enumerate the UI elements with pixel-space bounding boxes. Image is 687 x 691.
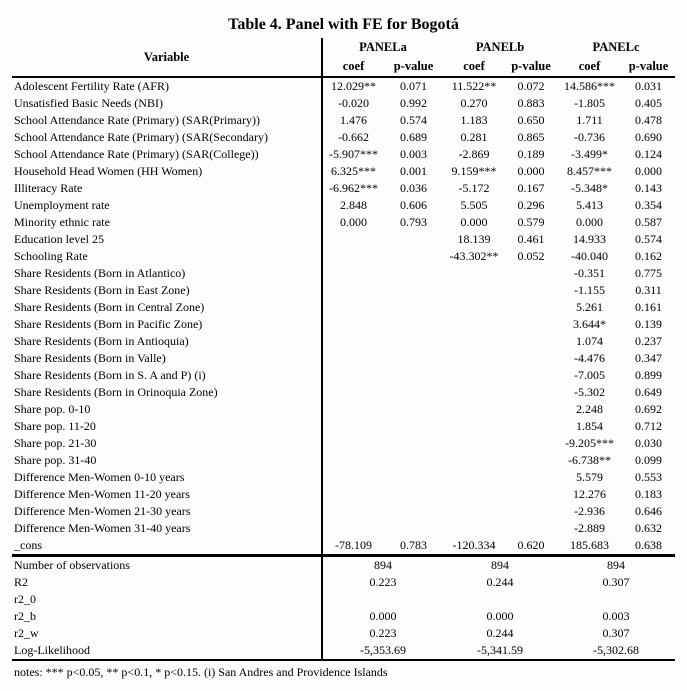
summary-value-cell: 0.307	[602, 626, 630, 640]
table-row	[12, 384, 675, 401]
coef-cell: -3.499*	[571, 147, 609, 161]
panel-c-header: PANELc	[592, 40, 640, 54]
summary-value-cell	[557, 591, 675, 608]
coef-cell	[322, 435, 384, 452]
coef-cell: -0.662	[322, 129, 384, 146]
coef-cell: -43.302**	[449, 249, 499, 263]
p-value-cell: 0.793	[400, 215, 427, 229]
summary-row	[12, 591, 675, 608]
coef-cell	[322, 486, 384, 503]
coef-cell	[322, 282, 384, 299]
p-value-cell	[505, 299, 557, 316]
coef-cell: 1.711	[576, 113, 603, 127]
p-value-cell	[384, 435, 443, 452]
coef-cell	[443, 401, 505, 418]
variable-label: Schooling Rate	[14, 249, 88, 263]
summary-value-cell	[322, 591, 443, 608]
p-value-cell: 0.606	[400, 198, 427, 212]
variable-label: Share Residents (Born in Antioquia)	[14, 334, 189, 348]
summary-label: Number of observations	[12, 556, 322, 575]
p-value-cell	[384, 367, 443, 384]
coef-cell	[443, 435, 505, 452]
variable-label: Share Residents (Born in Central Zone)	[14, 300, 205, 314]
variable-label: Difference Men-Women 11-20 years	[14, 487, 190, 501]
coef-cell: -78.109	[322, 537, 384, 556]
coef-cell: -5.907***	[322, 146, 384, 163]
coef-header: coef	[443, 57, 505, 77]
p-value-cell: 0.237	[635, 334, 663, 348]
table-row	[12, 299, 675, 316]
table-row	[12, 469, 675, 486]
p-value-cell: 0.072	[517, 79, 545, 93]
summary-label: r2_w	[14, 626, 39, 640]
coef-cell: -9.205***	[565, 436, 615, 450]
table-row	[12, 537, 675, 556]
table-row	[12, 418, 675, 435]
p-value-cell	[384, 316, 443, 333]
p-value-cell	[505, 350, 557, 367]
table-notes: notes: *** p<0.05, ** p<0.1, * p<0.15. (i) San Andres and Providence Islands	[14, 665, 388, 679]
summary-value-cell: 0.307	[602, 575, 630, 589]
p-value-cell	[384, 452, 443, 469]
coef-cell: 14.933	[573, 232, 607, 246]
table-row	[12, 520, 675, 537]
coef-cell	[443, 418, 505, 435]
p-value-cell	[384, 350, 443, 367]
table-row	[12, 180, 675, 197]
p-value-cell: 0.649	[635, 385, 663, 399]
p-value-header: p-value	[384, 57, 443, 77]
coef-cell: -6.738**	[568, 453, 612, 467]
coef-cell: -0.351	[574, 266, 606, 280]
p-value-cell: 0.031	[635, 79, 663, 93]
summary-value-cell: 0.000	[322, 608, 443, 625]
p-value-cell: 0.189	[517, 147, 545, 161]
p-value-cell: 0.124	[635, 147, 663, 161]
coef-cell: 18.139	[457, 232, 491, 246]
variable-label: Difference Men-Women 0-10 years	[14, 470, 185, 484]
coef-cell	[443, 469, 505, 486]
summary-row	[12, 574, 675, 591]
table-row	[12, 350, 675, 367]
p-value-cell: 0.139	[635, 317, 663, 331]
coef-cell	[322, 503, 384, 520]
p-value-cell	[505, 265, 557, 282]
table-row	[12, 333, 675, 350]
table-row	[12, 367, 675, 384]
p-value-cell	[384, 299, 443, 316]
coef-cell: 1.183	[460, 113, 488, 127]
summary-label: r2_b	[14, 609, 36, 623]
coef-cell: -2.869	[458, 147, 490, 161]
coef-cell: 2.248	[576, 402, 604, 416]
coef-cell: 1.074	[576, 334, 604, 348]
panel-a-header: PANELa	[322, 38, 443, 57]
p-value-cell	[505, 469, 557, 486]
table-row	[12, 146, 675, 163]
p-value-cell: 0.001	[400, 164, 427, 178]
summary-value-cell: -5,353.69	[322, 642, 443, 660]
p-value-cell	[505, 452, 557, 469]
p-value-cell	[505, 503, 557, 520]
p-value-cell: 0.167	[517, 181, 545, 195]
p-value-cell	[505, 316, 557, 333]
coef-cell: 6.325***	[322, 163, 384, 180]
p-value-cell	[384, 231, 443, 248]
p-value-cell: 0.405	[635, 96, 663, 110]
p-value-header: p-value	[622, 57, 675, 77]
coef-cell: 0.270	[460, 96, 488, 110]
coef-cell: -2.936	[574, 504, 606, 518]
coef-cell	[322, 520, 384, 537]
table-row	[12, 197, 675, 214]
variable-label: Share Residents (Born in Pacific Zone)	[14, 317, 203, 331]
p-value-cell: 0.311	[635, 283, 662, 297]
coef-cell: -5.348*	[571, 181, 609, 195]
coef-cell: -5.302	[574, 385, 606, 399]
p-value-cell: 0.865	[517, 130, 545, 144]
coef-cell	[443, 316, 505, 333]
summary-label: Log-Likelihood	[12, 642, 322, 660]
coef-cell: 12.029**	[322, 77, 384, 95]
table-row	[12, 265, 675, 282]
p-value-cell: 0.099	[635, 453, 663, 467]
p-value-cell: 0.036	[400, 181, 427, 195]
summary-label: R2	[14, 575, 29, 589]
p-value-cell: 0.692	[635, 402, 663, 416]
coef-cell: 9.159***	[451, 164, 497, 178]
coef-cell	[443, 282, 505, 299]
table-row	[12, 77, 675, 95]
coef-cell	[322, 401, 384, 418]
variable-label: Adolescent Fertility Rate (AFR)	[14, 79, 169, 93]
coef-cell: 5.579	[576, 470, 604, 484]
coef-cell	[322, 333, 384, 350]
summary-rows	[12, 556, 675, 661]
coef-cell: -120.334	[452, 538, 496, 552]
p-value-cell: 0.296	[517, 198, 545, 212]
p-value-cell	[384, 265, 443, 282]
coef-cell: 5.261	[576, 300, 604, 314]
p-value-cell	[505, 333, 557, 350]
summary-value-cell: -5,302.68	[557, 642, 675, 660]
p-value-cell	[505, 282, 557, 299]
p-value-cell: 0.620	[517, 538, 545, 552]
coef-cell	[322, 316, 384, 333]
coef-cell	[443, 299, 505, 316]
p-value-cell: 0.000	[517, 164, 545, 178]
coef-cell	[322, 299, 384, 316]
coef-cell: 3.644*	[573, 317, 607, 331]
coef-cell	[322, 418, 384, 435]
coef-cell: 14.586***	[564, 79, 616, 93]
table-row	[12, 316, 675, 333]
p-value-cell: 0.883	[517, 96, 545, 110]
coef-cell: 12.276	[573, 487, 607, 501]
coef-cell: -1.805	[574, 96, 606, 110]
summary-row	[12, 625, 675, 642]
p-value-cell: 0.030	[635, 436, 663, 450]
coef-cell: 5.505	[460, 198, 488, 212]
variable-label: Household Head Women (HH Women)	[14, 164, 203, 178]
coef-header: coef	[557, 57, 622, 77]
coef-cell: -5.172	[458, 181, 490, 195]
p-value-cell: 0.992	[400, 96, 427, 110]
table-row	[12, 95, 675, 112]
summary-value-cell: 0.000	[486, 609, 514, 623]
summary-value-cell: 0.003	[602, 609, 630, 623]
coef-cell: -0.020	[322, 95, 384, 112]
p-value-cell: 0.638	[635, 538, 663, 552]
coef-cell: -0.736	[574, 130, 606, 144]
p-value-cell: 0.143	[635, 181, 663, 195]
coef-cell: 2.848	[322, 197, 384, 214]
summary-value-cell: 0.223	[322, 574, 443, 591]
p-value-cell	[505, 418, 557, 435]
summary-row	[12, 556, 675, 575]
p-value-cell	[505, 435, 557, 452]
variable-label: Difference Men-Women 31-40 years	[14, 521, 191, 535]
variable-label: Share pop. 11-20	[14, 419, 96, 433]
p-value-cell: 0.650	[517, 113, 545, 127]
variable-label: Share Residents (Born in Atlantico)	[14, 266, 186, 280]
variable-label: Share pop. 0-10	[14, 402, 91, 416]
p-value-cell: 0.899	[635, 368, 663, 382]
coef-cell	[322, 350, 384, 367]
table-row	[12, 214, 675, 231]
coef-cell: 0.000	[322, 214, 384, 231]
table-row	[12, 231, 675, 248]
coef-cell	[443, 265, 505, 282]
variable-label: Illiteracy Rate	[14, 181, 83, 195]
coef-cell: -2.889	[574, 521, 606, 535]
table-row	[12, 112, 675, 129]
p-value-cell: 0.183	[635, 487, 663, 501]
p-value-cell	[384, 282, 443, 299]
coef-cell	[443, 333, 505, 350]
coef-cell	[322, 384, 384, 401]
p-value-cell: 0.574	[400, 113, 427, 127]
variable-column-header: Variable	[12, 38, 322, 77]
p-value-cell: 0.689	[400, 130, 427, 144]
p-value-cell: 0.646	[635, 504, 663, 518]
summary-row	[12, 608, 675, 625]
coef-cell	[443, 452, 505, 469]
coef-rows	[12, 77, 675, 556]
p-value-cell	[505, 384, 557, 401]
variable-label: Share Residents (Born in Valle)	[14, 351, 166, 365]
variable-label: School Attendance Rate (Primary) (SAR(College))	[14, 147, 259, 161]
variable-label: Difference Men-Women 21-30 years	[14, 504, 191, 518]
variable-label: Unsatisfied Basic Needs (NBI)	[14, 96, 163, 110]
p-value-cell	[384, 503, 443, 520]
coef-cell: 0.000	[576, 215, 604, 229]
summary-value-cell: 0.223	[322, 625, 443, 642]
p-value-cell: 0.632	[635, 521, 663, 535]
coef-cell	[443, 503, 505, 520]
coef-cell	[443, 350, 505, 367]
coef-cell	[443, 384, 505, 401]
p-value-cell: 0.461	[517, 232, 545, 246]
coef-cell	[322, 248, 384, 265]
coef-cell: -6.962***	[322, 180, 384, 197]
variable-label: School Attendance Rate (Primary) (SAR(Secondary)	[14, 130, 268, 144]
table-row	[12, 452, 675, 469]
coef-cell: 1.854	[576, 419, 604, 433]
panel-b-header: PANELb	[475, 40, 525, 54]
summary-value-cell	[443, 591, 557, 608]
p-value-cell: 0.712	[635, 419, 663, 433]
table-row	[12, 129, 675, 146]
p-value-cell: 0.354	[635, 198, 663, 212]
p-value-cell: 0.587	[635, 215, 663, 229]
p-value-cell	[505, 486, 557, 503]
p-value-cell	[505, 367, 557, 384]
table-row	[12, 486, 675, 503]
summary-value-cell: 0.244	[486, 575, 514, 589]
p-value-cell: 0.553	[635, 470, 663, 484]
p-value-cell: 0.347	[635, 351, 663, 365]
coef-cell: 0.281	[460, 130, 488, 144]
coef-header: coef	[322, 57, 384, 77]
coef-cell	[443, 367, 505, 384]
p-value-cell: 0.052	[517, 249, 545, 263]
variable-label: Education level 25	[14, 232, 104, 246]
p-value-cell	[505, 401, 557, 418]
p-value-cell: 0.574	[635, 232, 663, 246]
summary-value-cell: -5,341.59	[443, 642, 557, 660]
coef-cell	[322, 469, 384, 486]
variable-label: Share Residents (Born in East Zone)	[14, 283, 190, 297]
coef-cell: 1.476	[322, 112, 384, 129]
summary-label: r2_0	[14, 592, 36, 606]
coef-cell: -4.476	[574, 351, 606, 365]
p-value-cell: 0.071	[400, 79, 427, 93]
variable-label: School Attendance Rate (Primary) (SAR(Primary))	[14, 113, 260, 127]
p-value-cell	[384, 486, 443, 503]
p-value-cell: 0.478	[635, 113, 663, 127]
p-value-cell: 0.775	[635, 266, 663, 280]
p-value-cell	[384, 401, 443, 418]
table-row	[12, 435, 675, 452]
coef-cell	[322, 367, 384, 384]
p-value-cell: 0.000	[635, 164, 663, 178]
p-value-cell	[384, 333, 443, 350]
p-value-cell: 0.783	[400, 538, 427, 552]
summary-value-cell: 894	[322, 556, 443, 575]
coef-cell: 185.683	[570, 538, 610, 552]
coef-cell: -40.040	[571, 249, 609, 263]
coef-cell	[322, 265, 384, 282]
coef-cell	[443, 486, 505, 503]
p-value-cell: 0.161	[635, 300, 663, 314]
panel-header-row	[12, 38, 675, 57]
p-value-cell	[384, 418, 443, 435]
variable-label: Share pop. 31-40	[14, 453, 97, 467]
p-value-cell	[384, 469, 443, 486]
summary-row	[12, 642, 675, 660]
table-row	[12, 248, 675, 265]
summary-value-cell: 894	[557, 556, 675, 575]
p-value-cell	[384, 248, 443, 265]
variable-label: Share pop. 21-30	[14, 436, 97, 450]
table-row	[12, 503, 675, 520]
p-value-cell	[384, 520, 443, 537]
coef-cell: 8.457***	[567, 164, 613, 178]
p-value-cell: 0.690	[635, 130, 663, 144]
coef-cell: -7.005	[574, 368, 606, 382]
coef-cell: 5.413	[576, 198, 604, 212]
coef-cell	[322, 452, 384, 469]
variable-label: _cons	[14, 538, 42, 552]
p-value-cell: 0.003	[400, 147, 427, 161]
p-value-cell: 0.579	[517, 215, 545, 229]
coef-cell: -1.155	[574, 283, 606, 297]
coef-cell: 0.000	[460, 215, 488, 229]
p-value-cell	[505, 520, 557, 537]
coef-cell: 11.522**	[451, 79, 497, 93]
variable-label: Unemployment rate	[14, 198, 110, 212]
p-value-cell	[384, 384, 443, 401]
table-row	[12, 401, 675, 418]
table-title: Table 4. Panel with FE for Bogotá	[228, 16, 459, 33]
summary-value-cell: 0.244	[486, 626, 514, 640]
coef-cell	[322, 231, 384, 248]
coef-cell	[443, 520, 505, 537]
summary-value-cell: 894	[443, 556, 557, 575]
panel-fe-table	[12, 38, 675, 661]
p-value-cell: 0.162	[635, 249, 663, 263]
table-row	[12, 282, 675, 299]
table-header	[12, 38, 675, 77]
table-row	[12, 163, 675, 180]
variable-label: Share Residents (Born in S. A and P) (i)	[14, 368, 206, 382]
variable-label: Minority ethnic rate	[14, 215, 110, 229]
variable-label: Share Residents (Born in Orinoquia Zone)	[14, 385, 218, 399]
p-value-header: p-value	[505, 57, 557, 77]
